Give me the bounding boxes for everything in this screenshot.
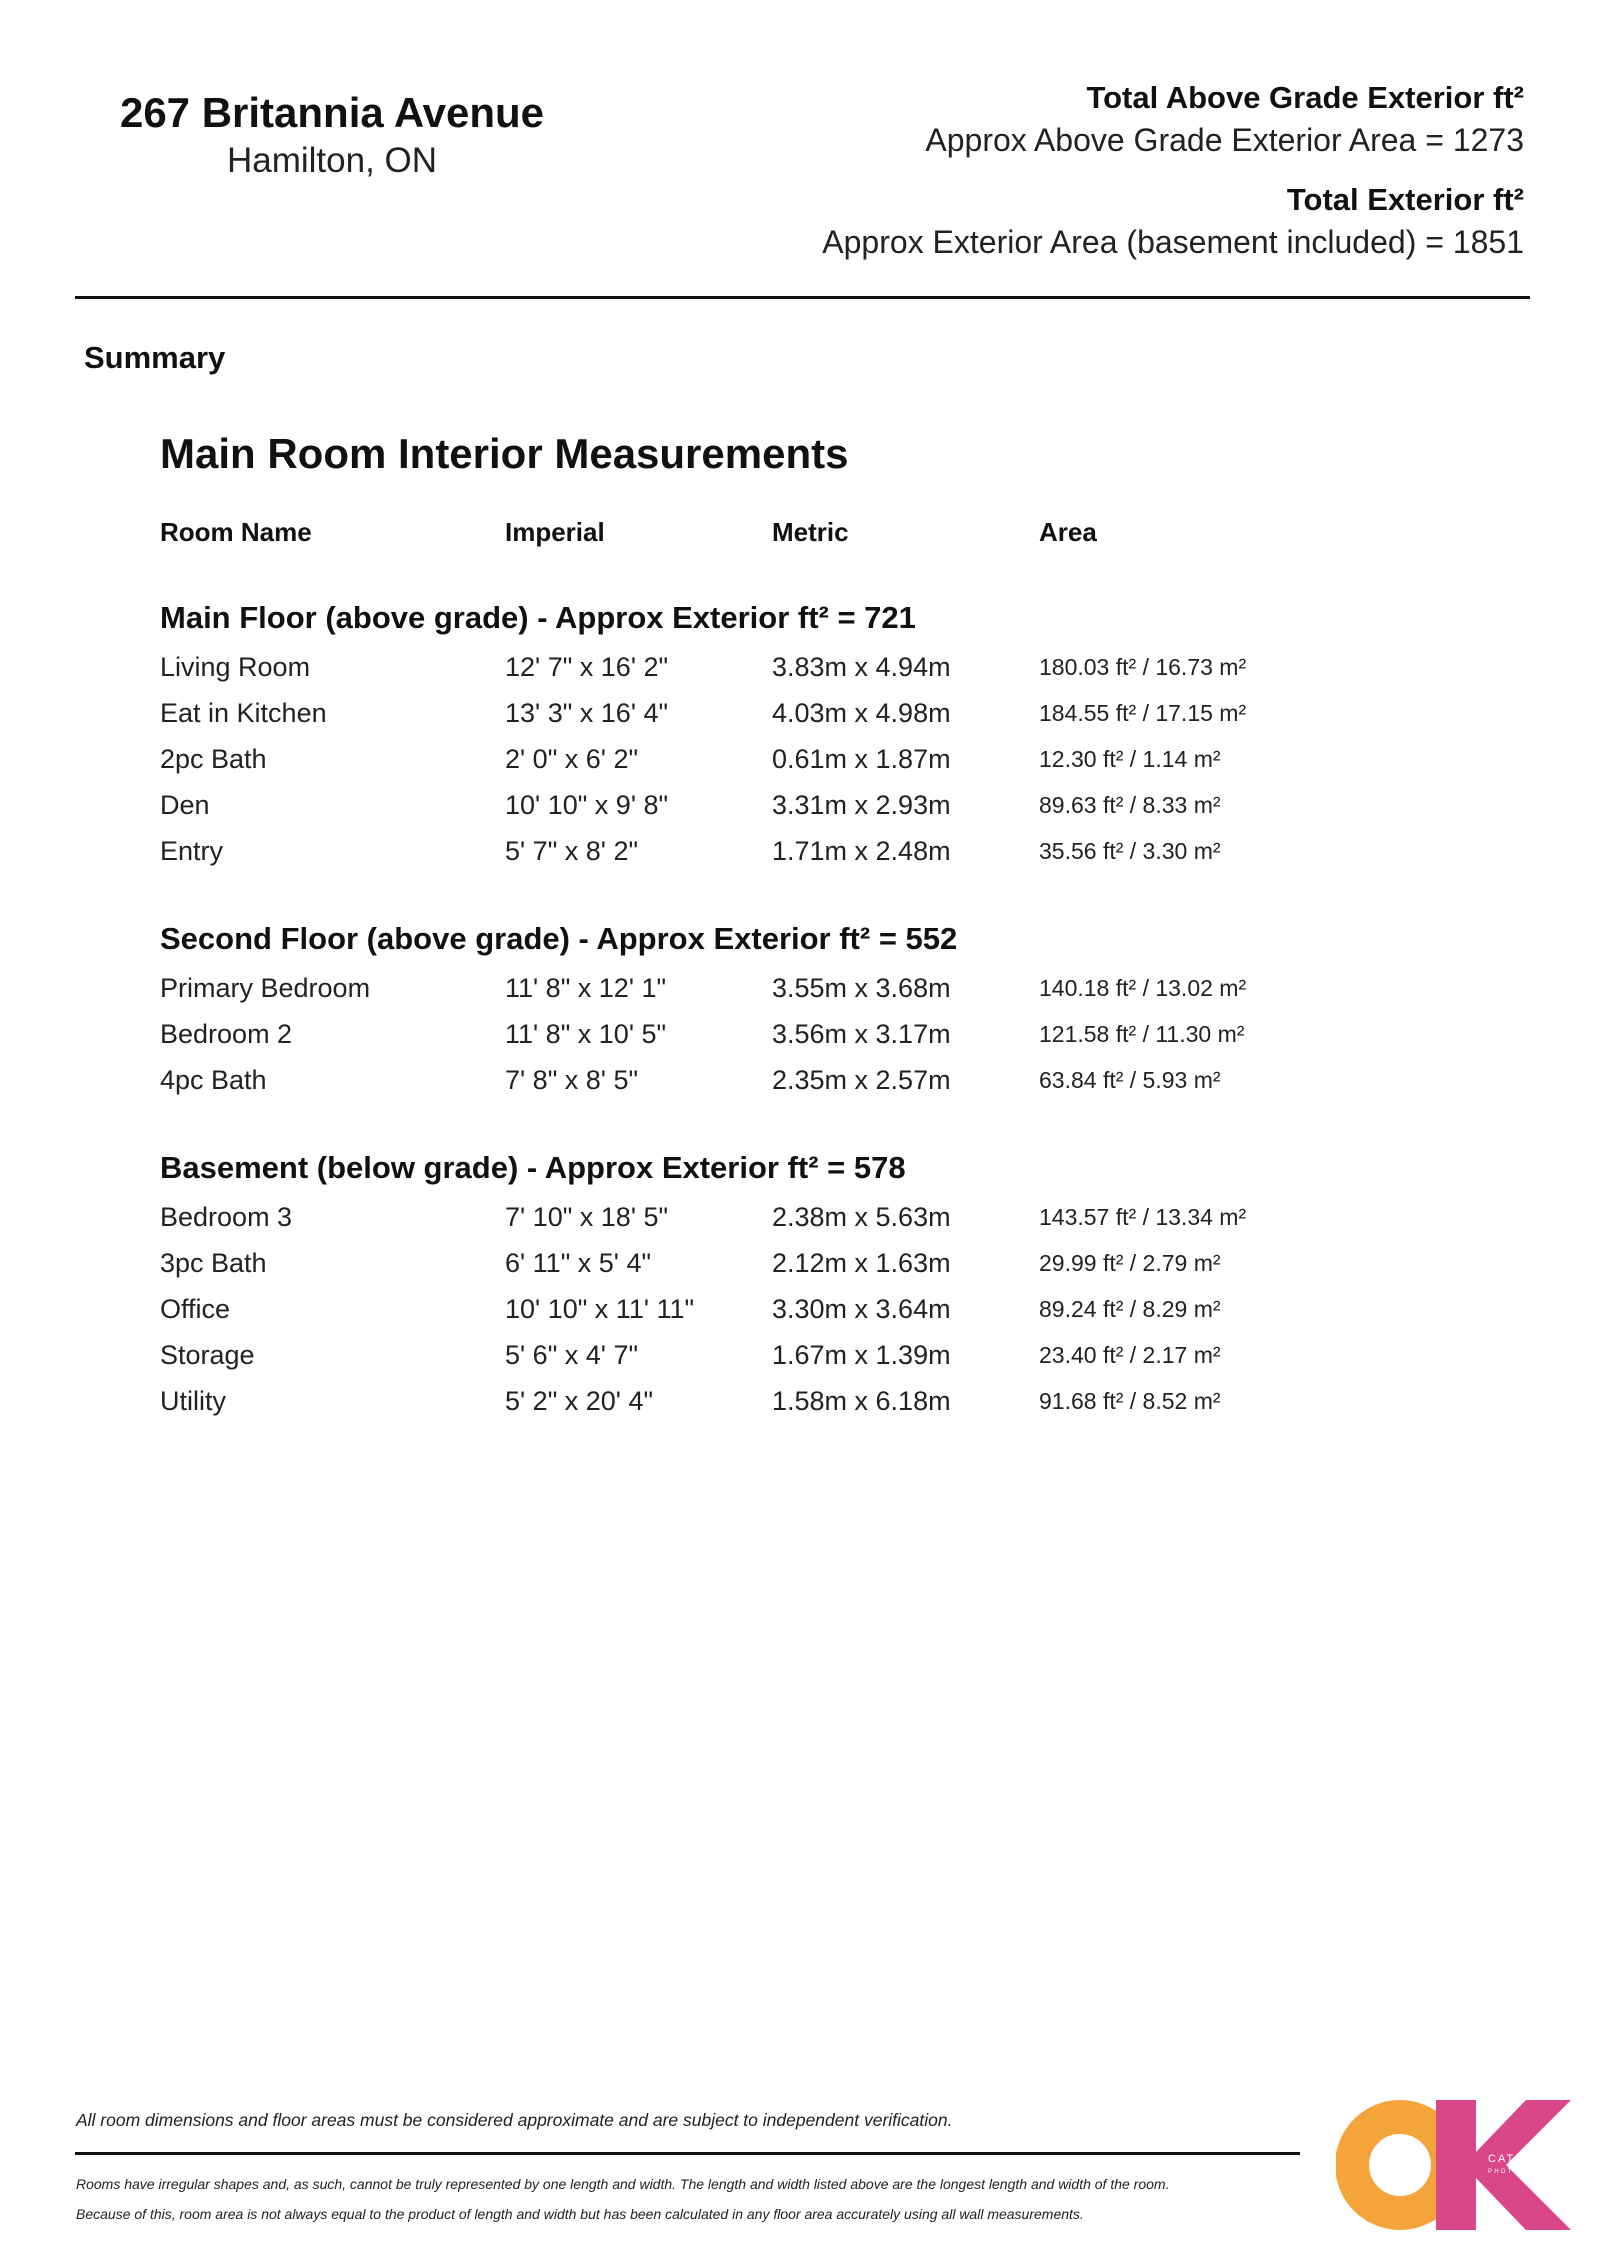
room-name: 2pc Bath [160, 744, 267, 774]
room-area: 29.99 ft² / 2.79 m² [1039, 1250, 1221, 1276]
room-name: Den [160, 790, 210, 820]
street-address: 267 Britannia Avenue [119, 89, 545, 136]
room-metric: 1.67m x 1.39m [772, 1340, 951, 1370]
room-area: 35.56 ft² / 3.30 m² [1039, 838, 1221, 864]
room-name: Bedroom 2 [160, 1019, 293, 1049]
room-area: 184.55 ft² / 17.15 m² [1039, 700, 1247, 726]
room-row [160, 1057, 1360, 1103]
property-address [72, 86, 592, 182]
room-imperial: 10' 10" x 11' 11" [505, 1294, 695, 1324]
room-name: 4pc Bath [160, 1065, 267, 1095]
column-header-area: Area [1039, 517, 1097, 547]
room-area: 180.03 ft² / 16.73 m² [1039, 654, 1247, 680]
room-imperial: 13' 3" x 16' 4" [505, 698, 669, 728]
cathy-koop-photography-logo [1336, 2100, 1572, 2230]
room-imperial: 6' 11" x 5' 4" [505, 1248, 652, 1278]
room-row [160, 1194, 1360, 1240]
floor-title: Basement (below grade) - Approx Exterior ft² = 578 [160, 1150, 906, 1185]
room-metric: 1.58m x 6.18m [772, 1386, 951, 1416]
room-area: 143.57 ft² / 13.34 m² [1039, 1204, 1247, 1230]
logo-graphic [1336, 2100, 1572, 2230]
room-area: 121.58 ft² / 11.30 m² [1039, 1021, 1245, 1047]
section-title: Main Room Interior Measurements [160, 430, 849, 477]
room-row [160, 782, 1360, 828]
room-name: Office [160, 1294, 231, 1324]
room-imperial: 5' 7" x 8' 2" [505, 836, 639, 866]
room-area: 89.24 ft² / 8.29 m² [1039, 1296, 1221, 1322]
room-imperial: 11' 8" x 12' 1" [505, 973, 667, 1003]
room-name: Living Room [160, 652, 311, 682]
floor-title: Second Floor (above grade) - Approx Exterior ft² = 552 [160, 921, 958, 956]
room-metric: 3.30m x 3.64m [772, 1294, 951, 1324]
room-row [160, 828, 1360, 874]
room-imperial: 5' 2" x 20' 4" [505, 1386, 654, 1416]
room-row [160, 690, 1360, 736]
measurement-note-line-2: Because of this, room area is not always equal to the product of length and width but has been calculated in any floor area accurately using all wall measurements. [76, 2206, 1084, 2222]
room-imperial: 10' 10" x 9' 8" [505, 790, 669, 820]
room-row [160, 1332, 1360, 1378]
room-metric: 3.31m x 2.93m [772, 790, 951, 820]
total-exterior-value: Approx Exterior Area (basement included) = 1851 [822, 224, 1524, 260]
above-grade-heading: Total Above Grade Exterior ft² [1086, 80, 1524, 115]
measurement-note-line-1: Rooms have irregular shapes and, as such, cannot be truly represented by one length and width. The length and width listed above are the longest length and width of the room. [76, 2176, 1170, 2192]
header-divider [75, 296, 1530, 299]
room-name: Entry [160, 836, 224, 866]
room-imperial: 11' 8" x 10' 5" [505, 1019, 667, 1049]
room-name: 3pc Bath [160, 1248, 267, 1278]
floor-title: Main Floor (above grade) - Approx Exterior ft² = 721 [160, 600, 916, 635]
column-header-metric: Metric [772, 517, 849, 547]
total-exterior-heading: Total Exterior ft² [1286, 182, 1524, 217]
room-area: 63.84 ft² / 5.93 m² [1039, 1067, 1221, 1093]
room-area: 12.30 ft² / 1.14 m² [1039, 746, 1221, 772]
room-metric: 4.03m x 4.98m [772, 698, 951, 728]
room-name: Eat in Kitchen [160, 698, 327, 728]
room-metric: 2.12m x 1.63m [772, 1248, 951, 1278]
room-metric: 1.71m x 2.48m [772, 836, 951, 866]
room-area: 91.68 ft² / 8.52 m² [1039, 1388, 1221, 1414]
room-row [160, 965, 1360, 1011]
room-metric: 3.55m x 3.68m [772, 973, 951, 1003]
room-area: 140.18 ft² / 13.02 m² [1039, 975, 1247, 1001]
room-row [160, 736, 1360, 782]
disclaimer-text: All room dimensions and floor areas must be considered approximate and are subject to independent verification. [76, 2110, 953, 2130]
room-row [160, 1240, 1360, 1286]
footer-divider [75, 2152, 1300, 2155]
room-name: Bedroom 3 [160, 1202, 293, 1232]
column-header-room-name: Room Name [160, 517, 312, 547]
column-header-imperial: Imperial [505, 517, 605, 547]
room-imperial: 5' 6" x 4' 7" [505, 1340, 639, 1370]
room-imperial: 7' 8" x 8' 5" [505, 1065, 639, 1095]
room-imperial: 2' 0" x 6' 2" [505, 744, 639, 774]
room-area: 89.63 ft² / 8.33 m² [1039, 792, 1221, 818]
room-imperial: 7' 10" x 18' 5" [505, 1202, 669, 1232]
exterior-totals [624, 78, 1524, 264]
svg-text:CATHY KOOP: CATHY KOOP [1488, 2153, 1572, 2165]
room-row [160, 1378, 1360, 1424]
summary-label: Summary [84, 340, 226, 375]
room-name: Utility [160, 1386, 226, 1416]
room-metric: 0.61m x 1.87m [772, 744, 951, 774]
room-metric: 2.35m x 2.57m [772, 1065, 951, 1095]
room-imperial: 12' 7" x 16' 2" [505, 652, 669, 682]
room-name: Storage [160, 1340, 255, 1370]
room-metric: 3.56m x 3.17m [772, 1019, 951, 1049]
floor-section-main [160, 592, 1360, 874]
above-grade-value: Approx Above Grade Exterior Area = 1273 [925, 122, 1524, 158]
room-metric: 3.83m x 4.94m [772, 652, 951, 682]
room-row [160, 1286, 1360, 1332]
svg-text:PHOTOGRAPHY: PHOTOGRAPHY [1488, 2169, 1559, 2175]
room-row [160, 644, 1360, 690]
floor-section-second [160, 913, 1360, 1103]
room-name: Primary Bedroom [160, 973, 371, 1003]
city-province: Hamilton, ON [226, 141, 438, 180]
room-metric: 2.38m x 5.63m [772, 1202, 951, 1232]
room-row [160, 1011, 1360, 1057]
floor-section-basement [160, 1142, 1360, 1424]
room-area: 23.40 ft² / 2.17 m² [1039, 1342, 1221, 1368]
